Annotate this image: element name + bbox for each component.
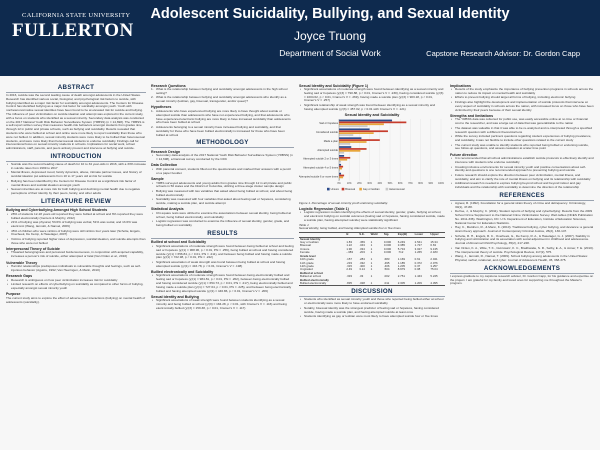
table-cell: Bullied electronically <box>300 277 329 282</box>
chart-legend-swatch <box>386 187 389 190</box>
reference-item-text: Agnew, R. (1992). Foundation for a general strain theory of crime and delinquency. Criminology, 30(1), 47-88. <box>455 200 586 209</box>
chart-bar <box>339 158 347 160</box>
column-1 <box>6 82 146 444</box>
table-cell: 1 <box>370 250 373 255</box>
chart-bar <box>339 150 360 152</box>
literature-list-3 <box>6 265 146 273</box>
regression-table <box>299 232 445 286</box>
chart-bar <box>339 165 343 167</box>
hypotheses-heading: Hypotheses <box>151 105 172 110</box>
chart-bar <box>339 176 343 178</box>
chart-title: Sexual Identity and Suicidality <box>344 112 400 117</box>
strengths-list <box>450 118 594 151</box>
suicidality-chart <box>299 113 445 201</box>
table-cell: 1.169 <box>397 257 405 262</box>
literature-subheading: Purpose <box>6 292 21 297</box>
table-cell: .284 <box>359 257 365 262</box>
method-bullet-text: With parental consent, students filled out the questionnaire and marked their answers with a pencil on a paper booklet <box>156 166 291 175</box>
chart-category-label: Attempted suicide 2 or 3 times <box>303 157 338 161</box>
strengths-bullet-text: The dataset was valuable in that it was able to be re-analyzed and re-interpreted through a specified research question with a different theoretical lens <box>455 125 593 134</box>
literature-bullet-text: Research is ambiguous on how peer victimization increases risk for suicidality <box>11 277 118 282</box>
table-cell: Unsure <box>300 246 310 251</box>
column-2 <box>151 82 294 444</box>
results-subheading: Bullied at school and Suicidality <box>151 240 207 245</box>
reference-item-text: DeVoe, J., & Murphy, C. (2011). Student reports of bullying and cyberbullying: Results from the 2009 School Crime Supplement to the National Crime Victimization Survey. Web tables (NCES Publication No. 2011-336). Washington, DC: U.S. Department of Education, Institute of Education Sciences, National Center for Education Statistics. <box>455 209 593 225</box>
chart-x-tick: 100% <box>438 182 444 185</box>
table-header-cell: Lower <box>414 233 430 237</box>
table-cell: 0.000 <box>383 250 392 255</box>
advisor: Capstone Research Advisor: Dr. Gordon Capp <box>426 49 580 58</box>
introduction-bullet-text: Suicide was the second leading cause of death for 10 to 34 year-olds in 2016, with a 33% increase in suicide rates from 1999 to 2017 <box>11 161 146 170</box>
sample-list <box>151 182 294 206</box>
table-cell: 5.245 <box>430 274 438 279</box>
literature-heading: LITERATURE REVIEW <box>6 198 146 207</box>
table-cell: 1 <box>370 243 373 248</box>
method-subheading: Data Collection <box>151 163 178 168</box>
table-cell: 1.22 <box>346 243 352 248</box>
table-cell: .712 <box>397 250 404 255</box>
table-cell: 11th grade <box>300 260 314 265</box>
table-row <box>299 282 445 286</box>
literature-list-2 <box>6 251 146 259</box>
column-3 <box>299 82 445 444</box>
method-bullet-text: Logistic regression was conducted to examine the influence of sexual identity, gender, grade, and being bullied on suicidality <box>156 219 290 228</box>
table-cell: Bullied at school <box>300 274 322 279</box>
chart-x-tick: 0% <box>337 182 341 185</box>
chart-bar <box>339 155 344 157</box>
table-cell: 1 <box>370 257 373 262</box>
reference-item <box>450 255 594 263</box>
hypothesis <box>151 126 294 137</box>
research-question <box>151 96 294 104</box>
table-cell: .406 <box>383 263 390 268</box>
chart-x-tick: 90% <box>428 182 434 185</box>
table-cell: .504 <box>383 267 390 272</box>
method-bullet <box>151 220 294 228</box>
chart-x-tick: 70% <box>408 182 413 185</box>
table-header-cell: B <box>345 233 358 237</box>
results-bullet-text: Significant associations of weak strength were found between students identifying as a sexual minority and being bullied at school (χ²(3) = 184.28, p < 0.01, with Cramer's V = .116) and being electronically bullied (χ²(3) = 159.38, p < 0.01, Cramer's V = .117) <box>156 298 287 311</box>
table-cell: Grade level <box>300 253 316 258</box>
table-cell: 6.63 <box>430 243 437 248</box>
table-cell: .33 <box>359 274 364 279</box>
literature-subheading: Interpersonal Theory of Suicide <box>6 246 60 251</box>
chart-bar <box>339 148 367 150</box>
table-cell: 1 <box>370 263 373 268</box>
logistic-list <box>299 211 445 222</box>
reference-item-text: Scholte, R. H., Engels, R. C., Overbeek, G., De Kemp, R. A., & Haselager, G. J. (2007). Stability in bullying and victimization and its association with social adjustment in childhood and adolescence. Journal of Abnormal Child Psychology, 35(2), 217-228. <box>455 233 590 246</box>
method-bullet <box>151 154 294 162</box>
poster-header <box>0 0 600 76</box>
references-heading: REFERENCES <box>450 192 594 201</box>
table-cell: .332 <box>359 260 365 265</box>
acknowledgements-heading: ACKNOWLEDGEMENTS <box>450 265 594 274</box>
table-cell: 1 <box>370 260 373 265</box>
discussion-list <box>299 298 445 319</box>
chart-category-label: Made a plan <box>323 139 338 143</box>
chart-bar <box>339 172 341 174</box>
chart-bar <box>339 167 342 169</box>
method-bullet-text: Chi-square tests were utilized to examine the associations between sexual identity, being bullied at school, being bullied electronically, and suicidality <box>156 210 291 219</box>
table-cell: .683 <box>383 257 390 262</box>
literature-bullet-text: 21% of bullying was physical, 53.6% of bullying was verbal, 51% was social, and 13.6% was electronic (Wang, Iannotti, & Nansel, 2009) <box>11 220 138 228</box>
table-body <box>299 237 445 286</box>
abstract-heading: ABSTRACT <box>6 84 146 93</box>
table-cell: 1.727 <box>414 243 422 248</box>
literature-list-1 <box>6 213 146 246</box>
chart-legend-label: Unsure <box>330 187 339 191</box>
chart-bar <box>339 141 367 143</box>
literature-bullet <box>6 265 146 273</box>
hypothesis-text: Adolescents belonging to a sexual minority have increased bullying and suicidality, and that suicidality for those who have been bullied electronically is increased for those who have been bullied at school <box>156 124 285 137</box>
table-cell: -.383 <box>346 250 353 255</box>
method-subheading: Statistical Analysis <box>151 207 184 212</box>
table-cell: Gay or lesbian <box>300 240 319 245</box>
research-question-text: What is the relationship between bullying and suicidality amongst adolescents who identify as a sexual minority (lesbian, gay, bisexual, transgender, and/or queer)? <box>156 95 287 104</box>
literature-bullet-text: Limited research on effects of cyberbullying on suicidality as compared to other forms of bullying, especially amongst sexual minority youth <box>11 282 144 291</box>
chart-bar <box>339 157 350 159</box>
table-cell: .400 <box>359 263 365 268</box>
chart-bar <box>339 160 341 162</box>
literature-bullet <box>6 238 146 246</box>
table-cell: 3.385 <box>397 243 405 248</box>
table-cell: Bullied at school <box>300 270 324 275</box>
method-bullet-text: Suicidality was measured with four variables that asked about feeling sad or hopeless, considering suicide, making a suicide plan, and suicide attempt <box>156 197 291 206</box>
table-cell: .835 <box>345 282 358 286</box>
chart-bar <box>339 139 380 141</box>
table-cell: 1 <box>370 240 373 245</box>
table-cell: 0.000 <box>383 246 392 251</box>
item-number: 2. <box>151 95 154 100</box>
table-cell: 0.000 <box>383 243 392 248</box>
method-bullet-text: Secondary data analysis of the 2017 National Youth Risk Behavior Surveillance System (YRBSS) (n = 14,698), a biannual survey conducted by the CDC <box>156 153 293 162</box>
university-name: FULLERTON <box>12 20 134 41</box>
chart-x-tick: 50% <box>387 182 393 185</box>
table-cell: 6.249 <box>397 240 405 245</box>
strengths-bullet-text: The YRBSS data was collected for public use, was easily accessible online at no time or financial cost to the researcher, and was a large set of data that was generalizable to the nation <box>455 117 588 126</box>
purpose-text: The current study aims to explore the effect of adverse peer interactions (bullying) on mental health of adolescents (suicidality). <box>6 295 146 304</box>
table-cell: 9.135 <box>430 246 438 251</box>
chart-x-tick: 10% <box>346 182 352 185</box>
table-cell: 0.61 <box>414 257 421 262</box>
table-cell: Bullied electronically <box>299 282 345 286</box>
chart-bar <box>339 130 388 132</box>
chart-bar <box>339 128 370 130</box>
sexual-identity-bullet <box>299 104 445 112</box>
chart-bar <box>339 121 406 123</box>
chart-bar <box>339 151 344 153</box>
table-cell: .328 <box>358 282 369 286</box>
results-bullet-text: Significant associations of moderate strength were found between being bullied at school and feeling sad or hopeless (χ²(1) = 968.96, p < 0.01, Phi = .256), being bullied at school and having considered suicide (χ²(1) = 656.84, p < 0.01, Phi = .211), and between being bullied and having made a suicide plan (χ²(1) = 722.98, p < 0.01, Phi = .222) <box>156 243 294 260</box>
chart-bar <box>339 146 351 148</box>
literature-bullet-text: Victims of bullying reported higher rates of depression, suicidal ideation, and suicide attempts than those who were not bullied <box>11 236 146 245</box>
results-bullet-text: Significant associations of moderate strength were found between being electronically bullied and feeling sad or hopeless (χ²(1) = 984.81, p < 0.01, Phi = .262), between being electronically bullied and having considered suicide (χ²(1) = 654.73, p < 0.01, Phi = .217), being electronically bullied and having made a suicide plan (χ²(1) = 727.04, p < 0.01, Phi = .225), and between being electronically bullied and having attempted suicide (χ²(1) = 446.86, p < 0.01, Cramer's V = .206) <box>156 273 293 293</box>
table-cell: .233 <box>346 260 352 265</box>
table-cell: .315 <box>346 263 352 268</box>
introduction-bullet <box>6 188 146 196</box>
chart-bar <box>339 143 350 145</box>
table-cell: 1.185 <box>397 260 405 265</box>
table-cell: 1.83 <box>346 240 352 245</box>
table-cell: Female <box>300 250 310 255</box>
table-cell: 1.265 <box>414 250 422 255</box>
chart-x-tick: 30% <box>367 182 372 185</box>
chart-category-label: Attempted suicide 4 or 5 times <box>303 166 338 170</box>
chart-legend-swatch <box>342 187 345 190</box>
table-cell: .011 <box>383 282 397 286</box>
future-list <box>450 157 594 190</box>
chart-category-label: Attempted suicide <box>317 148 338 152</box>
table-cell: .157 <box>346 257 352 262</box>
table-cell: 1.443 <box>414 274 422 279</box>
chart-legend-label: Bisexual <box>345 187 356 191</box>
introduction-bullet-text: Bullying has been identified by the Centers for Disease Control as a significant risk factor of mental illness and suicidal ideation amongst youth <box>11 178 137 187</box>
strengths-heading: Strengths and limitations <box>450 113 494 118</box>
results-bullet <box>151 299 294 310</box>
table-cell: .334 <box>359 246 365 251</box>
strengths-bullet <box>450 144 594 152</box>
table-cell: 2.076 <box>430 260 438 265</box>
table-header-cell: Exp(B) <box>397 233 414 237</box>
abstract-text: In 2016, suicide was the second leading cause of death amongst adolescents in the United States. Research has identified various social, biological, and psychological risk factors to suicide, with bullying identified as a major risk factor for suicidality amongst adolescents. The Centers for Disease Control has identified bullying as a major risk factor for suicidality amongst youth. Youth with nonheteronormative sexual identities have been found to be at elevated risk for suicide and bullying. The influence of peer victimization on suicide ideation and attempt was explored in the current study, with a focus on students who identified as a sexual minority. Secondary data analysis was conducted on the 2017 National Youth Risk Behavior Surveillance System (YRBSS) (n = 14,698). The YRBSS is a self-report written survey that measures health-risk behaviors amongst students from grades nine through 12 in public and private schools, such as bullying and suicidality. Results revealed that students who were bullied at school and online were more likely to report suicidality than those who were not bullied. In addition, sexual minority students were more likely to be bullied than heterosexual students, and were more likely than heterosexual students to endorse suicidality. Findings call for interventional focus on sexual minority students in schools. Implications for social work, school administrators, staff, parents, and peers actively prevent and intervene at bullying and suicide. <box>6 93 145 151</box>
sexual-identity-bullet-text: Significant associations of moderate strength were found between identifying as a sexual minority and feeling sad or hopeless (χ²(3) = 790.88, p < 0.01, Cramer's V = .230), having considered suicide (χ²(3) = 1004.62, p < 0.01, Cramer's V = .269), having made a suicide plan (χ²(3) = 903.18, p < 0.01, Cramer's V = .257) <box>304 87 444 103</box>
table-cell: 15.34 <box>430 240 438 245</box>
implications-bullet-text: Results of the study emphasize the importance of bullying prevention programs in schools across the nation to reduce its impact on mental health and suicidality <box>455 87 594 95</box>
literature-bullet <box>6 251 146 259</box>
table-cell: 2.305 <box>397 282 414 286</box>
table-header-cell: Upper <box>429 233 445 237</box>
future-bullet-text: Additional research is needed to explore bullying beyond school and beyond indoor and gay individuals and the relationship with suicidality to determine the direction of the relationship <box>455 181 581 190</box>
results-subheading: Sexual identity and Bullying <box>151 294 199 299</box>
table-cell: 75.04 <box>430 267 438 272</box>
literature-bullet <box>6 283 146 291</box>
chart-bar <box>339 137 361 139</box>
hypothesis <box>151 110 294 125</box>
table-header-cell: Sig. <box>383 233 397 237</box>
results-bullet-text: Significant association of weak strength was found between being bullied at school and having attempted suicide (χ²(1) = 416.78, p < 0.01, Cramer's V = .198) <box>156 259 286 268</box>
table-header-cell: S.E. <box>358 233 369 237</box>
chart-bar <box>339 174 344 176</box>
discussion-bullet-text: Students who identified as sexual minority youth and those who reported being bullied either at school or electronically were more likely to have endorsed suicidality <box>304 297 444 306</box>
literature-bullet-text: 45% of children who were victims of bullying were still victims four years later (Scholte, Engels, Overbeek, De Kemp, & Haselager, 2007) <box>11 228 141 237</box>
table-cell: Sexual Identity <box>300 236 321 241</box>
strengths-bullet-text: The current study was unable to identify students who reported being bullied or endorsing suicide, see follow-up questions, and assess causation at a later time point <box>455 142 589 151</box>
university-logo <box>12 12 134 56</box>
chart-category-label: Sad or hopeless <box>319 121 338 125</box>
hypothesis-text: Adolescents who have experienced bullying are more likely to have thought about suicide or attempted suicide than adolescents who have not experienced bullying, and that adolescents who have experienced electronic bullying are more likely to have increased suicidality than adolescents who have been bullied at school <box>156 108 291 125</box>
future-bullet <box>450 182 594 190</box>
hypotheses-list <box>151 110 294 137</box>
table-cell: 3.257 <box>430 263 438 268</box>
item-number: 1. <box>151 87 154 91</box>
acknowledgements-text: I express gratitude to my capstone research advisor, Dr. Gordon Capp, for his guidance and expertise on the project. I am grateful for my family and loved ones for supporting me throughout the Master's program. <box>450 273 594 286</box>
future-heading: Future direction <box>450 152 478 157</box>
table-cell: 1.209 <box>414 282 430 286</box>
figure-caption: Figure 1. Percentage of sexual minority youth endorsing suicidality. <box>299 200 388 205</box>
introduction-list <box>6 163 146 196</box>
introduction-bullet-text: Mental illness, depressed mood, family dynamics, abuse, intimate partner issues, and history of suicidal ideation put adolescents from 10 to 17 years old at risk for suicide <box>11 170 142 179</box>
table-cell: 3.14 <box>359 267 365 272</box>
logistic-heading: Logistic Regression (Table 1) <box>299 206 349 211</box>
reference-item <box>450 210 594 225</box>
table-cell: 2.041 <box>430 257 438 262</box>
methodology-heading: METHODOLOGY <box>151 139 294 148</box>
table-cell: 1 <box>370 274 373 279</box>
sexual-identity-list <box>299 88 445 112</box>
literature-bullet-text: Harmful relationships predisposes individuals to vulnerable thoughts and feelings, such as self-injurious behavior (Aguirre, 1992; Van Heeringen, & Marin, 2010) <box>11 264 141 272</box>
table-cell: 1 <box>370 246 373 251</box>
implications-list <box>450 88 594 112</box>
chart-svg <box>299 118 445 200</box>
table-cell: 0.08 <box>414 267 421 272</box>
chart-x-tick: 80% <box>418 182 423 185</box>
department: Department of Social Work <box>279 48 381 58</box>
table-cell: .495 <box>383 260 390 265</box>
sexual-identity-bullet <box>299 88 445 103</box>
literature-subheading: Vulnerable Theory <box>6 260 38 265</box>
logistic-bullet-text: Logistic regression models identifying the effects of sexual identity, gender, grade, bullying at school, and electronic bullying on suicidal outcomes (feeling sad or hopeless, having considered suicide, made a suicide plan, having attempted suicide) were statistically significant <box>304 210 445 222</box>
literature-bullet-text: Thwarted belongingness and perceived burdensomeness, in conjunction with acquired capability, increases a person's risk of suicide, either attempted or fatal (Van Orden et al., 2010) <box>11 250 144 259</box>
item-number: 1. <box>151 108 154 113</box>
table-cell: 3.027 <box>414 246 422 251</box>
results-subheading: Bullied electronically and Suicidality <box>151 269 214 274</box>
table-cell: 2.541 <box>414 240 422 245</box>
results-bullet <box>151 261 294 269</box>
chart-x-tick: 20% <box>357 182 362 185</box>
table-cell: 1.96 <box>346 246 352 251</box>
chart-x-tick: 60% <box>397 182 403 185</box>
results-heading: RESULTS <box>151 230 294 239</box>
method-bullet <box>151 198 294 206</box>
research-questions-heading: Research Questions <box>151 83 186 88</box>
poster-title: Adolescent Suicidality, Bullying, and Sexual Identity <box>150 6 510 22</box>
table-cell: 12th grade <box>300 263 314 268</box>
method-subheading: Sample <box>151 177 164 182</box>
chart-legend-swatch <box>327 187 330 190</box>
table-caption: Table 1 Sexual identity, being bullied, and having Attempted suicide four or five times <box>299 222 401 231</box>
literature-list-4 <box>6 279 146 291</box>
reference-item-text: Hay, C., Meldrum, R., & Mann, K. (2010). Traditional bullying, cyber bullying, and deviance: a general strain theory approach. Journal of Contemporary Criminal Justice, 26(2), 130-147. <box>455 225 594 234</box>
logistic-bullet <box>299 211 445 222</box>
table-header-cell: Wald <box>370 233 383 237</box>
author-name: Joyce Truong <box>293 29 367 43</box>
sexual-identity-heading: Sexual Identity and Suicidality (Figure 1) <box>299 83 369 88</box>
chart-legend-label: Heterosexual <box>389 187 405 191</box>
introduction-bullet-text: Sexual minorities are at more risk for both bullying and declining mental health due to negative perceptions of their identity by their peers, family, and other adults <box>11 187 141 195</box>
discussion-bullet-text: Students identifying as gay or lesbian were most likely to have attempted suicide four or five times <box>304 314 438 319</box>
results-bullet <box>151 245 294 260</box>
table-cell: Bisexual <box>300 243 311 248</box>
implications-bullet-text: Findings also highlight the development and implementation of suicide protocols that intervene at every aspect of suicidality in schools across the nation, with increased focus on those who have been victimized by their peers because of their sexual identity <box>455 99 594 112</box>
chart-category-label: Considered suicide <box>315 130 338 134</box>
reference-item-text: Wang, J., Iannotti, R., Nansel, T. (2009). School bullying among adolescents in the United States: Physical, verbal, relational, and cyber. Journal of Adolescent Health, 45, 368-375. <box>455 254 588 263</box>
table-cell: 8.979 <box>397 267 405 272</box>
table-cell: .459 <box>359 240 365 245</box>
chart-bar <box>339 134 353 136</box>
table-cell: Ungraded <box>300 267 313 272</box>
introduction-heading: INTRODUCTION <box>6 153 146 162</box>
item-number: 2. <box>151 124 154 129</box>
table-cell: 2.183 <box>430 250 438 255</box>
discussion-heading: DISCUSSION <box>299 288 445 297</box>
references-list <box>450 202 594 263</box>
chart-bar <box>339 119 392 121</box>
method-bullet-text: Bullying was measured with two variables that asked about being bullied at school, and about being bullied electronically <box>156 188 293 197</box>
future-bullet-text: It is recommended that all school administrations establish suicide protocols to effectively identify and intervene with students who endorse suicidality <box>455 156 594 164</box>
analysis-list <box>151 212 294 228</box>
chart-legend-label: Gay or lesbian <box>362 187 380 191</box>
literature-bullet-text: 28% of students 12-18 years old reported they were bullied at school and 6% reported they were bullied electronically (Centers & Murphy, 2012) <box>11 211 144 220</box>
chart-legend-swatch <box>359 187 362 190</box>
reference-item-text: Van Orden, K. A., Witte, T. K., Cukrowicz, K. C., Braithwaite, S. R., Selby, E. A., & Joiner, T. E. (2010). The interpersonal theory of suicide. Psychological Review, 117(2), 575. <box>455 245 594 254</box>
table-cell: 0.000 <box>383 240 392 245</box>
table-cell: 2.49 <box>346 267 352 272</box>
future-bullet-text: Future research should explore the direction between peer victimization, mental illness, and suicidality, and aim to clarify the role of mental illness on bullying and its relationship with suicidality <box>455 172 591 181</box>
table-cell: 0.372 <box>414 260 422 265</box>
implications-heading: Implications <box>450 83 471 88</box>
results-list-1 <box>151 245 294 269</box>
results-list-2 <box>151 274 294 293</box>
chart-category-label: Attempted suicide 6 or more times <box>299 174 338 178</box>
collection-list <box>151 168 294 176</box>
method-bullet-text: YRBS surveyed adolescents and young adults from grades nine through 12 in all private and public schools in 50 states and the District of Columbia, utilizing a three-stage cluster sample design <box>156 180 292 189</box>
table-cell: 1 <box>370 282 383 286</box>
method-bullet <box>151 168 294 176</box>
column-4 <box>450 82 594 444</box>
implications-bullet-text: Efforts to prevent bullying should target all forms of bullying, including electronic bullying <box>455 95 576 100</box>
implications-bullet <box>450 101 594 112</box>
future-bullet-text: Creating inclusive environments for sexual minority youth and positive conversations about self-identity and questions is one recommended approach to preventing bullying and suicide <box>455 164 586 173</box>
results-bullet <box>151 274 294 293</box>
results-list-3 <box>151 299 294 310</box>
sexual-identity-bullet-text: Significant relationship of weak strength was found between identifying as a sexual minority and having attempted suicide (χ²(3) = 457.02, p < 0.01 with Cramer's V = .121) <box>304 102 436 111</box>
table-cell: .343 <box>359 243 365 248</box>
discussion-bullet-text: Notably, bisexual identity was the strongest predictor of feeling sad or hopeless, having considered suicide, having made a suicide plan, and having attempted suicide at least once <box>304 305 439 314</box>
chart-bar <box>339 123 384 125</box>
table-cell: 2.751 <box>397 274 405 279</box>
strengths-bullet-text: While the survey included pertinent questions regarding student experiences of bullying prevalence, and suicidality, it was not flexible to include other questions related to the current study <box>455 134 592 142</box>
table-cell: .002 <box>383 274 390 279</box>
reference-item <box>450 235 594 246</box>
research-question-text: What is the relationship between bullying and suicidality amongst adolescents in the high school setting? <box>156 87 288 95</box>
design-list <box>151 154 294 162</box>
chart-bar <box>339 163 341 165</box>
table-cell: 4.395 <box>429 282 445 286</box>
chart-bar <box>339 132 374 134</box>
literature-subheading: Research Gaps <box>6 274 33 279</box>
university-subtitle: CALIFORNIA STATE UNIVERSITY <box>22 12 131 19</box>
table-cell: 1.205 <box>397 263 405 268</box>
discussion-bullet <box>299 315 445 319</box>
chart-x-tick: 40% <box>377 182 383 185</box>
literature-subheading: Bullying and Cyberbullying Amongst High School Students <box>6 208 108 213</box>
table-cell: .203 <box>359 250 365 255</box>
table-cell: 10th grade <box>300 257 314 262</box>
chart-bar <box>339 125 368 127</box>
table-cell: 5.734 <box>397 246 405 251</box>
table-cell: 1 <box>370 267 373 272</box>
method-subheading: Research Design <box>151 149 181 154</box>
table-cell: 0.37 <box>414 263 421 268</box>
research-questions-list <box>151 88 294 104</box>
table-cell: .333 <box>346 274 352 279</box>
